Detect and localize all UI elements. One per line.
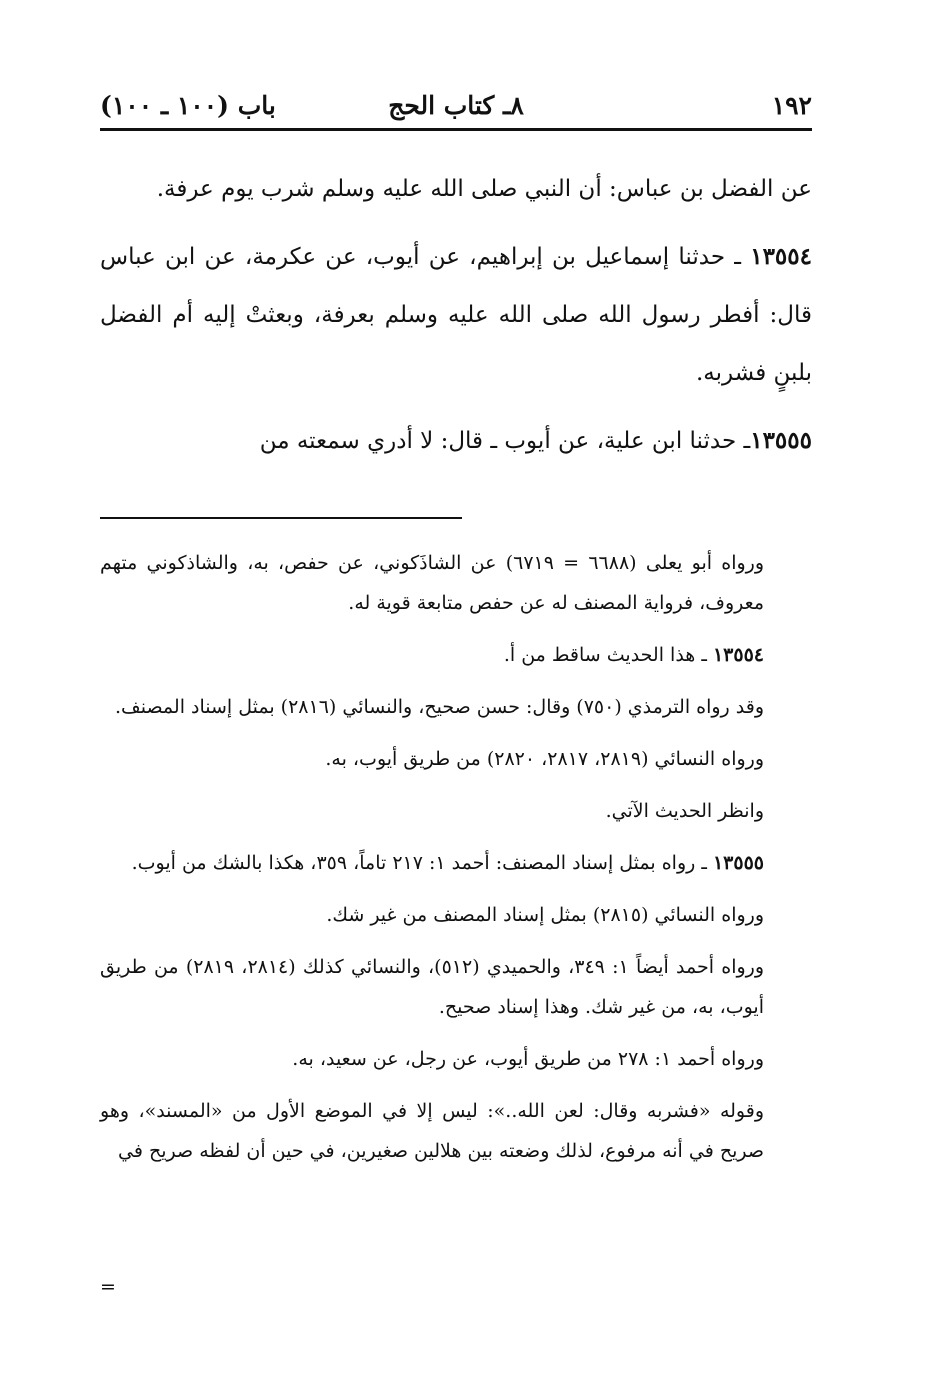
main-text: [100, 160, 812, 480]
hadith-number: ١٣٥٥٤: [750, 243, 812, 270]
footnote: ورواه أحمد ١: ٢٧٨ من طريق أيوب، عن رجل، عن سعيد، به.: [292, 1048, 764, 1070]
footnote: [100, 843, 812, 883]
footnote: ورواه النسائي (٢٨١٥) بمثل إسناد المصنف من غير شك.: [326, 904, 764, 926]
footnote-text: ـ هذا الحديث ساقط من أ.: [503, 644, 713, 666]
footnote: ورواه النسائي (٢٨١٩، ٢٨١٧، ٢٨٢٠) من طريق أيوب، به.: [325, 748, 764, 770]
footnotes: [100, 543, 812, 1183]
hadith-13555: [100, 412, 812, 470]
footnote: [100, 635, 812, 675]
paragraph-text: عن الفضل بن عباس: أن النبي صلى الله عليه وسلم شرب يوم عرفة.: [156, 176, 812, 202]
chapter-label: باب (١٠٠ ـ ١٠٠): [100, 91, 276, 120]
hadith-text: ـ حدثنا ابن علية، عن أيوب ـ قال: لا أدري سمعته من: [259, 428, 751, 454]
page-number: ١٩٢: [771, 91, 812, 120]
hadith-13554: [100, 228, 812, 402]
hadith-number: ١٣٥٥٥: [750, 427, 812, 454]
footnote: وانظر الحديث الآتي.: [605, 800, 764, 822]
footnote: ورواه أبو يعلى (٦٦٨٨ = ٦٧١٩) عن الشاذَكوني، عن حفص، به، والشاذكوني متهم معروف، فرواية المصنف له عن حفص متابعة قوية له.: [100, 552, 764, 614]
hadith-text: ـ حدثنا إسماعيل بن إبراهيم، عن أيوب، عن عكرمة، عن ابن عباس قال: أفطر رسول الله صلى الله عليه وسلم بعرفة، وبعثتْ إليه أم الفضل بلبنٍ فشربه.: [100, 244, 812, 386]
footnote: وقد رواه الترمذي (٧٥٠) وقال: حسن صحيح، والنسائي (٢٨١٦) بمثل إسناد المصنف.: [115, 696, 764, 718]
book-page: [100, 0, 812, 1381]
footnote-text: ـ رواه بمثل إسناد المصنف: أحمد ١: ٢١٧ تاماً، ٣٥٩، هكذا بالشك من أيوب.: [131, 852, 713, 874]
footnote: وقوله «فشربه وقال: لعن الله..»: ليس إلا في الموضع الأول من «المسند»، وهو صريح في أنه مرفوع، لذلك وضعته بين هلالين صغيرين، في حين أن لفظه صريح في: [100, 1100, 764, 1162]
paragraph: [100, 160, 812, 218]
page-header: [100, 86, 812, 126]
book-title: ٨ـ كتاب الحج: [388, 91, 524, 120]
footnote-number: ١٣٥٥٥: [712, 852, 764, 874]
header-rule: [100, 128, 812, 131]
footnote-number: ١٣٥٥٤: [712, 644, 764, 666]
footnote: ورواه أحمد أيضاً ١: ٣٤٩، والحميدي (٥١٢)، والنسائي كذلك (٢٨١٤، ٢٨١٩) من طريق أيوب، به، من غير شك. وهذا إسناد صحيح.: [100, 956, 764, 1018]
continuation-mark: =: [100, 1276, 116, 1298]
footnote-rule: [100, 517, 462, 519]
